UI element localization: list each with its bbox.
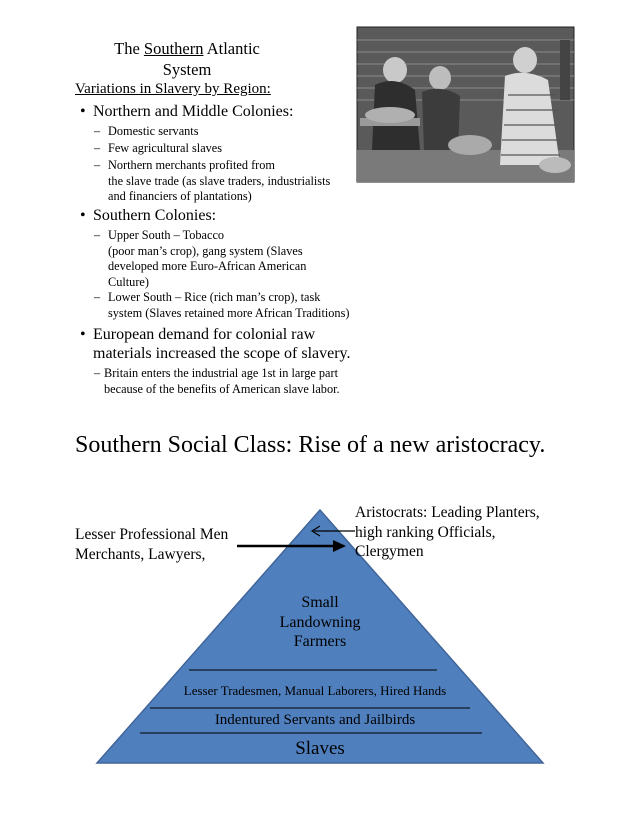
sub-item: – Britain enters the industrial age 1st in large part because of the benefits of American slave labor. <box>94 366 340 396</box>
label-servants: Indentured Servants and Jailbirds <box>214 712 416 728</box>
section-heading: Southern Social Class: Rise of a new aristocracy. <box>75 432 546 458</box>
page-title: The Southern Atlantic System <box>114 39 260 79</box>
bullet-european-demand: • European demand for colonial raw materials increased the scope of slavery. <box>80 326 351 362</box>
sub-item: – Lower South – Rice (rich man’s crop), task system (Slaves retained more African Traditions) <box>94 290 350 320</box>
subtitle: Variations in Slavery by Region: <box>75 81 271 97</box>
bullet-southern-colonies: • Southern Colonies: <box>80 207 217 224</box>
label-aristocrats: Aristocrats: Leading Planters, high ranking Officials, Clergymen <box>355 504 540 560</box>
sub-item: – Upper South – Tobacco (poor man’s crop), gang system (Slaves developed more Euro-African American Culture) <box>94 228 307 289</box>
sub-item: – Northern merchants profited from the slave trade (as slave traders, industrialists and financiers of plantations) <box>94 158 331 204</box>
bullet-northern-colonies: • Northern and Middle Colonies: <box>80 103 294 120</box>
label-slaves: Slaves <box>295 738 345 759</box>
sub-item: – Few agricultural slaves <box>94 141 223 155</box>
label-tradesmen: Lesser Tradesmen, Manual Laborers, Hired Hands <box>183 683 447 698</box>
label-farmers: Small Landowning Farmers <box>279 594 361 650</box>
label-professionals: Lesser Professional Men Merchants, Lawyers, <box>75 526 229 563</box>
sub-item: – Domestic servants <box>94 124 199 138</box>
